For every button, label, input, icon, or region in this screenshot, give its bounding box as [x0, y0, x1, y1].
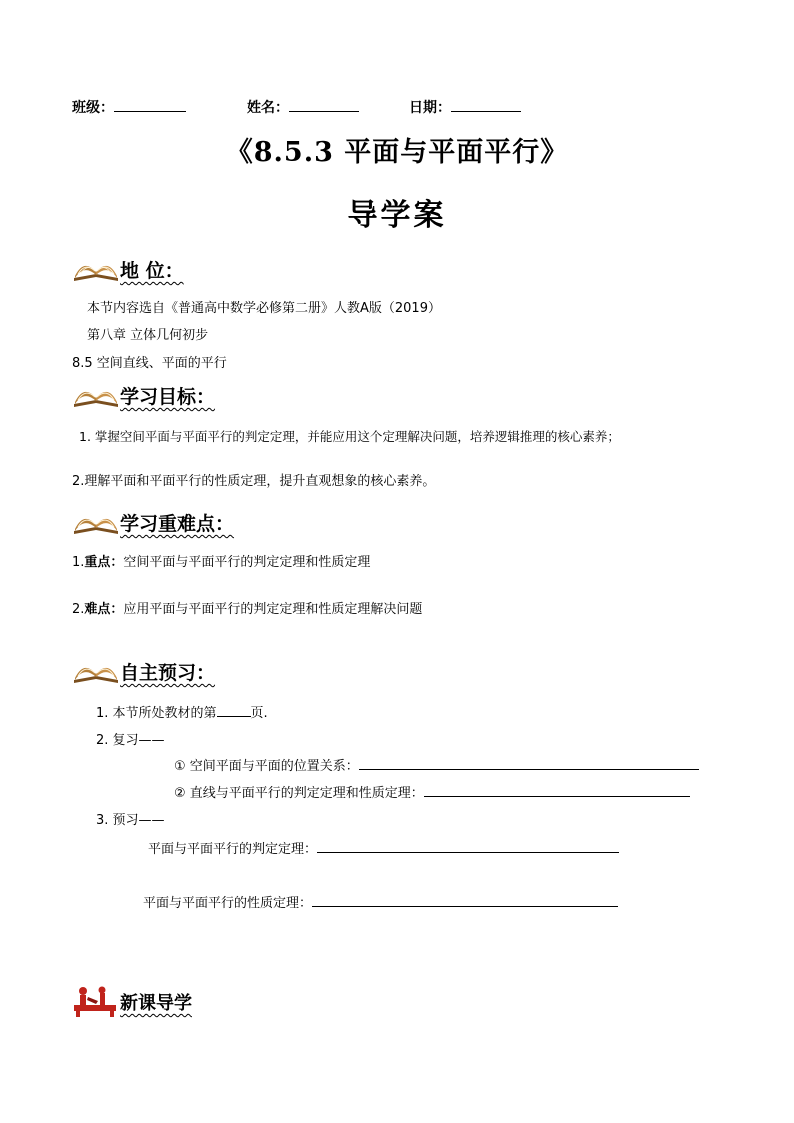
- preview-item-2: 2. 复习——: [96, 733, 165, 748]
- preview-theorem-2: [143, 892, 618, 911]
- section-preview-title: 自主预习：: [120, 662, 216, 684]
- section-keypoints-header: [72, 505, 292, 541]
- keypoint-prefix: 1.: [72, 555, 85, 570]
- objective-item-2: 2.理解平面和平面平行的性质定理，提升直观想象的核心素养。: [72, 474, 436, 489]
- keypoint-item-1: [72, 551, 370, 570]
- class-label: 班级：: [72, 100, 114, 116]
- date-blank[interactable]: [451, 97, 521, 112]
- review-item-1-blank[interactable]: [359, 756, 699, 770]
- section-position-title: 地 位：: [120, 260, 184, 282]
- review-item-2-blank[interactable]: [424, 783, 690, 797]
- keypoint-prefix: 2.: [72, 602, 85, 617]
- name-field: [247, 97, 359, 117]
- class-field: [72, 97, 186, 117]
- open-book-icon: [72, 505, 120, 537]
- section-objectives-title: 学习目标：: [120, 386, 216, 408]
- review-item-2: [174, 782, 690, 801]
- date-field: [409, 97, 521, 117]
- keypoint-label: 难点：: [84, 602, 124, 617]
- keypoint-text: 应用平面与平面平行的判定定理和性质定理解决问题: [123, 602, 423, 617]
- position-line-3: 8.5 空间直线、平面的平行: [72, 356, 227, 371]
- section-keypoints-title: 学习重难点：: [120, 513, 235, 535]
- name-blank[interactable]: [289, 97, 359, 112]
- preview-theorem-1: [148, 838, 619, 857]
- review-item-2-label: ② 直线与平面平行的判定定理和性质定理：: [174, 786, 424, 801]
- document-subtitle: 导学案: [347, 198, 447, 233]
- section-objectives-header: [72, 378, 272, 414]
- page-number-blank[interactable]: [217, 703, 251, 717]
- red-figure-icon: [72, 985, 120, 1019]
- date-label: 日期：: [409, 100, 451, 116]
- review-item-1: [174, 755, 699, 774]
- preview-theorem-1-blank[interactable]: [317, 839, 619, 853]
- preview-theorem-2-label: 平面与平面平行的性质定理：: [143, 896, 313, 911]
- preview-theorem-2-blank[interactable]: [312, 893, 618, 907]
- objective-item-1: 1. 掌握空间平面与平面平行的判定定理，并能应用这个定理解决问题，培养逻辑推理的核心素养；: [79, 429, 620, 444]
- open-book-icon: [72, 378, 120, 410]
- position-line-2: 第八章 立体几何初步: [87, 328, 209, 343]
- section-new-lesson-header: [72, 985, 272, 1021]
- section-position-header: [72, 252, 272, 288]
- class-blank[interactable]: [114, 97, 186, 112]
- keypoint-text: 空间平面与平面平行的判定定理和性质定理: [123, 555, 371, 570]
- open-book-icon: [72, 654, 120, 686]
- section-preview-header: [72, 654, 272, 690]
- name-label: 姓名：: [247, 100, 289, 116]
- preview-item-1-suffix: 页.: [250, 706, 268, 721]
- review-item-1-label: ① 空间平面与平面的位置关系：: [174, 759, 359, 774]
- position-line-1: 本节内容选自《普通高中数学必修第二册》人教A版（2019）: [87, 301, 441, 316]
- document-title: 《8.5.3 平面与平面平行》: [225, 137, 569, 168]
- keypoint-item-2: [72, 598, 422, 617]
- open-book-icon: [72, 252, 120, 284]
- preview-theorem-1-label: 平面与平面平行的判定定理：: [148, 842, 318, 857]
- keypoint-label: 重点：: [84, 555, 124, 570]
- preview-item-1-prefix: 1. 本节所处教材的第: [96, 706, 217, 721]
- preview-item-1: [96, 702, 268, 721]
- section-new-lesson-title: 新课导学: [120, 993, 192, 1014]
- preview-item-3: 3. 预习——: [96, 813, 165, 828]
